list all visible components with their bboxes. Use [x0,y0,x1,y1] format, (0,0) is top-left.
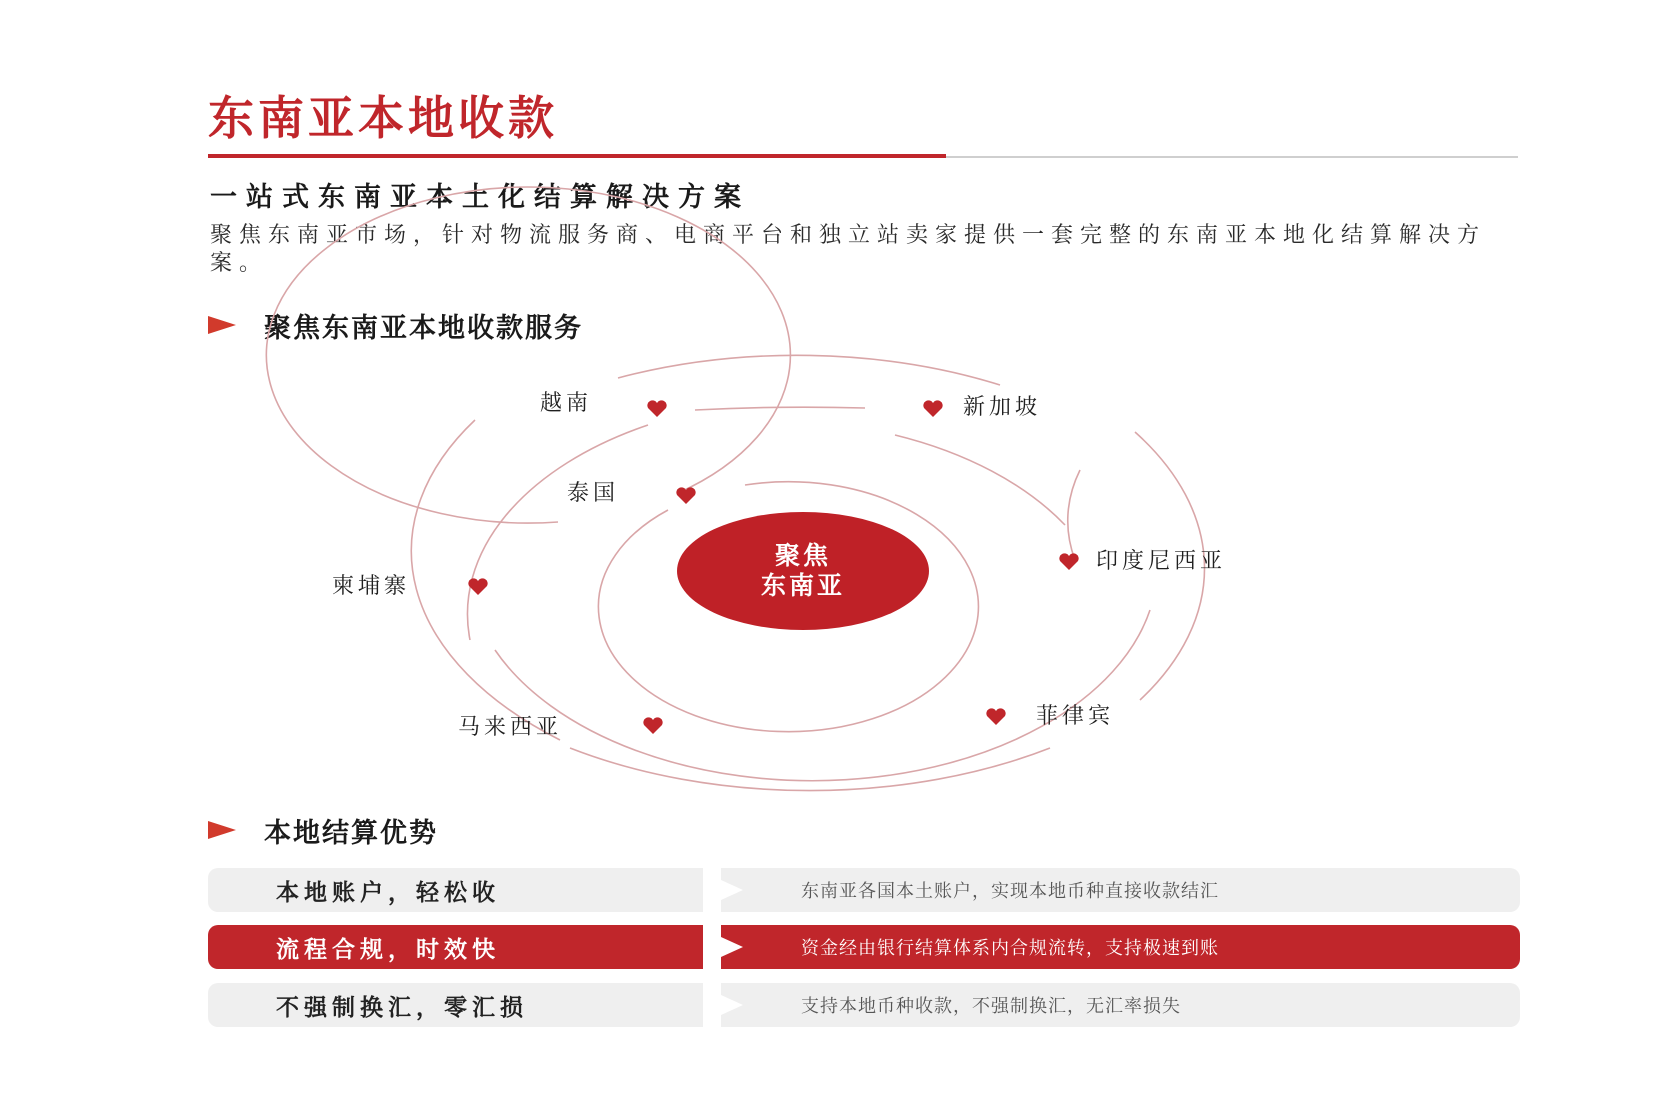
orbit-ring-outer-top [618,355,1000,385]
country-label-vietnam: 越南 [540,391,593,416]
section-header-advantages [208,810,438,850]
orbit-ring-second [467,425,648,640]
orbit-ring-middle-arc [1068,470,1080,560]
map-pin-icon [467,578,489,596]
orbit-ring-second-b [495,610,1150,781]
map-pin-icon [675,487,697,505]
arrow-notch-icon [721,995,743,1015]
page-subtitle: 一站式东南亚本土化结算解决方案 [210,182,750,213]
country-label-cambodia: 柬埔寨 [332,574,411,599]
country-label-philippines: 菲律宾 [1036,704,1115,729]
country-label-singapore: 新加坡 [963,395,1042,420]
center-badge-line1: 聚焦 [774,541,831,570]
orbit-ring-second-c [895,435,1065,525]
map-pin-icon [1058,553,1080,571]
country-label-thailand: 泰国 [567,481,620,506]
map-pin-icon [646,400,668,418]
advantage-description: 支持本地币种收款，不强制换汇，无汇率损失 [721,983,1520,1027]
advantage-description: 东南亚各国本土账户，实现本地币种直接收款结汇 [721,868,1520,912]
advantage-row [208,868,1520,912]
advantage-row [208,983,1520,1027]
advantage-title: 流程合规，时效快 [208,925,703,969]
advantage-title: 不强制换汇，零汇损 [208,983,703,1027]
advantage-title: 本地账户，轻松收 [208,868,703,912]
country-label-malaysia: 马来西亚 [458,715,563,740]
section-title: 聚焦东南亚本地收款服务 [264,312,583,344]
orbit-ring-top-segment [695,407,865,410]
page-title: 东南亚本地收款 [208,91,558,145]
advantage-row-highlighted [208,925,1520,969]
advantage-description: 资金经由银行结算体系内合规流转，支持极速到账 [721,925,1520,969]
orbit-ring-middle [266,187,790,523]
intro-paragraph: 聚焦东南亚市场，针对物流服务商、电商平台和独立站卖家提供一套完整的东南亚本地化结算解决方案。 [210,223,1487,276]
center-badge-line2: 东南亚 [760,571,845,600]
arrow-notch-icon [721,880,743,900]
arrow-notch-icon [721,937,743,957]
country-label-indonesia: 印度尼西亚 [1096,549,1227,574]
section-title: 本地结算优势 [264,817,438,849]
map-pin-icon [985,708,1007,726]
triangle-bullet-icon [208,821,236,839]
map-pin-icon [642,717,664,735]
center-badge [677,512,929,630]
map-pin-icon [922,400,944,418]
